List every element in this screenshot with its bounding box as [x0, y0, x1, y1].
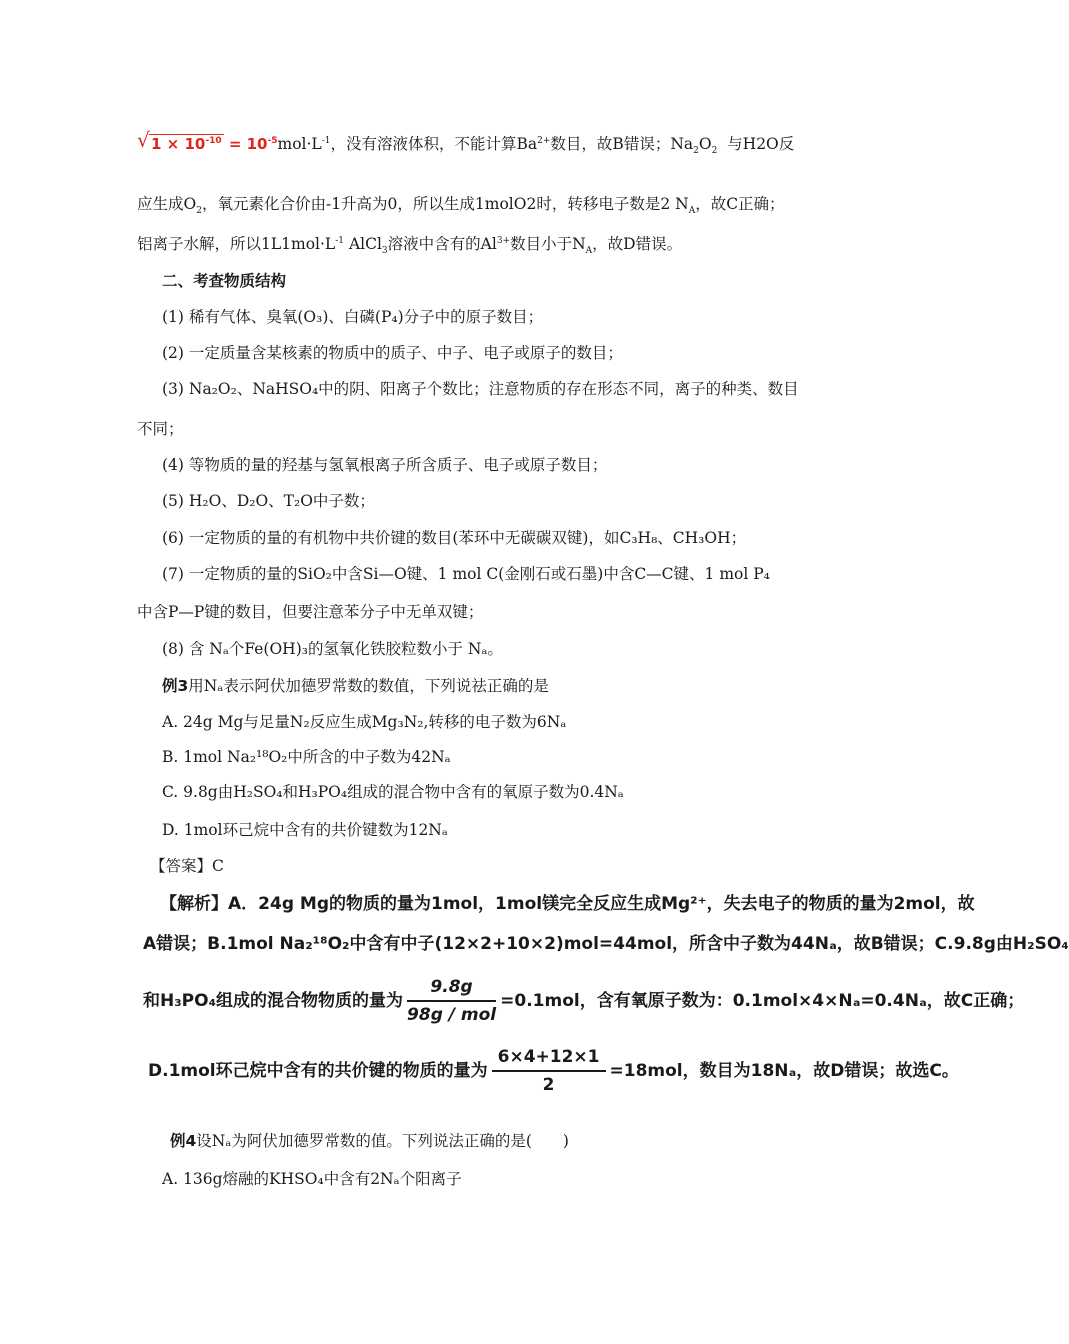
list-item-continuation: 不同；	[137, 420, 184, 438]
example3-option-b: B. 1mol Na₂¹⁸O₂中所含的中子数为42Nₐ	[162, 748, 451, 766]
intro-line-1: √ $1 \times 10^{-10} = 10^{-5}mol\cdot L^{-1}$，没有溶液体积，不能计算$Ba^{2+}$数目，故B错误；$Na_2O_2$ 与H2O反	[137, 128, 795, 157]
analysis-line-3: 和H₃PO₄组成的混合物物质的量为 $\frac{9.8g}{\text{98g / mol}}$ =0.1mol，含有氧原子数为：0.1mol×4×Nₐ=0.4Nₐ，故C正确；	[143, 977, 1025, 1025]
fraction-bonds: $\frac{6\times 4+12\times 1}{2}$	[492, 1046, 606, 1096]
example4-option-a: A. 136g熔融的KHSO₄中含有2Nₐ个阳离子	[162, 1170, 462, 1188]
sqrt-formula: √ $1 \times 10^{-10}$	[137, 128, 222, 153]
example3-answer: 【答案】C	[150, 857, 224, 875]
example3-option-a: A. 24g Mg与足量N₂反应生成Mg₃N₂,转移的电子数为6Nₐ	[162, 713, 567, 731]
analysis-line-4: D.1mol环己烷中含有的共价键的物质的量为 $\frac{6\times 4+12\times 1}{2}$ =18mol，数目为18Nₐ，故D错误；故选C。	[148, 1047, 959, 1095]
example3-label: 例3	[162, 677, 189, 695]
list-item: (5) H₂O、D₂O、T₂O中子数；	[162, 492, 375, 510]
list-item: (6) 一定物质的量的有机物中共价键的数目(苯环中无碳碳双键)，如C₃H₈、CH₃OH；	[162, 529, 747, 547]
list-item: (8) 含 Nₐ个Fe(OH)₃的氢氧化铁胶粒数小于 Nₐ。	[162, 640, 503, 658]
list-item: (7) 一定物质的量的SiO₂中含Si—O键、1 mol C(金刚石或石墨)中含C—C键、1 mol P₄	[162, 565, 770, 583]
intro-line-3: 铝离子水解，所以$1L1mol\cdot L^{-1}$ AlCl$_3$溶液中含有的$Al^{3+}$数目小于$N_A$，故D错误。	[137, 235, 683, 257]
list-item: (1) 稀有气体、臭氧(O₃)、白磷(P₄)分子中的原子数目；	[162, 308, 544, 326]
analysis-line-1: 【解析】A．24g Mg的物质的量为1mol，1mol镁完全反应生成Mg²⁺，失去电子的物质的量为2mol，故	[160, 894, 975, 914]
example3-option-c: C. 9.8g由H₂SO₄和H₃PO₄组成的混合物中含有的氧原子数为0.4Nₐ	[162, 783, 624, 801]
example3-option-d: D. 1mol环己烷中含有的共价键数为12Nₐ	[162, 821, 448, 839]
example4-question: 例4设Nₐ为阿伏加德罗常数的值。下列说法正确的是( )	[170, 1132, 569, 1150]
analysis-line-2: A错误；B.1mol Na₂¹⁸O₂中含有中子(12×2+10×2)mol=44mol，所含中子数为44Nₐ，故B错误；C.9.8g由H₂SO₄	[143, 934, 1069, 954]
list-item: (2) 一定质量含某核素的物质中的质子、中子、电子或原子的数目；	[162, 344, 623, 362]
fraction-mass: $\frac{9.8g}{\text{98g / mol}}$	[407, 977, 497, 1025]
list-item-continuation: 中含P—P键的数目，但要注意苯分子中无单双键；	[137, 603, 484, 621]
example4-label: 例4	[170, 1132, 197, 1150]
intro-line-2: 应生成$O_2$，氧元素化合价由-1升高为0，所以生成1molO2时，转移电子数是2 $N_A$，故C正确；	[137, 195, 785, 217]
example3-question: 例3用Nₐ表示阿伏加德罗常数的数值，下列说祛正确的是	[162, 677, 549, 695]
section-heading: 二、考查物质结构	[162, 271, 287, 290]
list-item: (3) Na₂O₂、NaHSO₄中的阴、阳离子个数比；注意物质的存在形态不同，离子的种类、数目	[162, 380, 799, 398]
list-item: (4) 等物质的量的羟基与氢氧根离子所含质子、电子或原子数目；	[162, 456, 608, 474]
